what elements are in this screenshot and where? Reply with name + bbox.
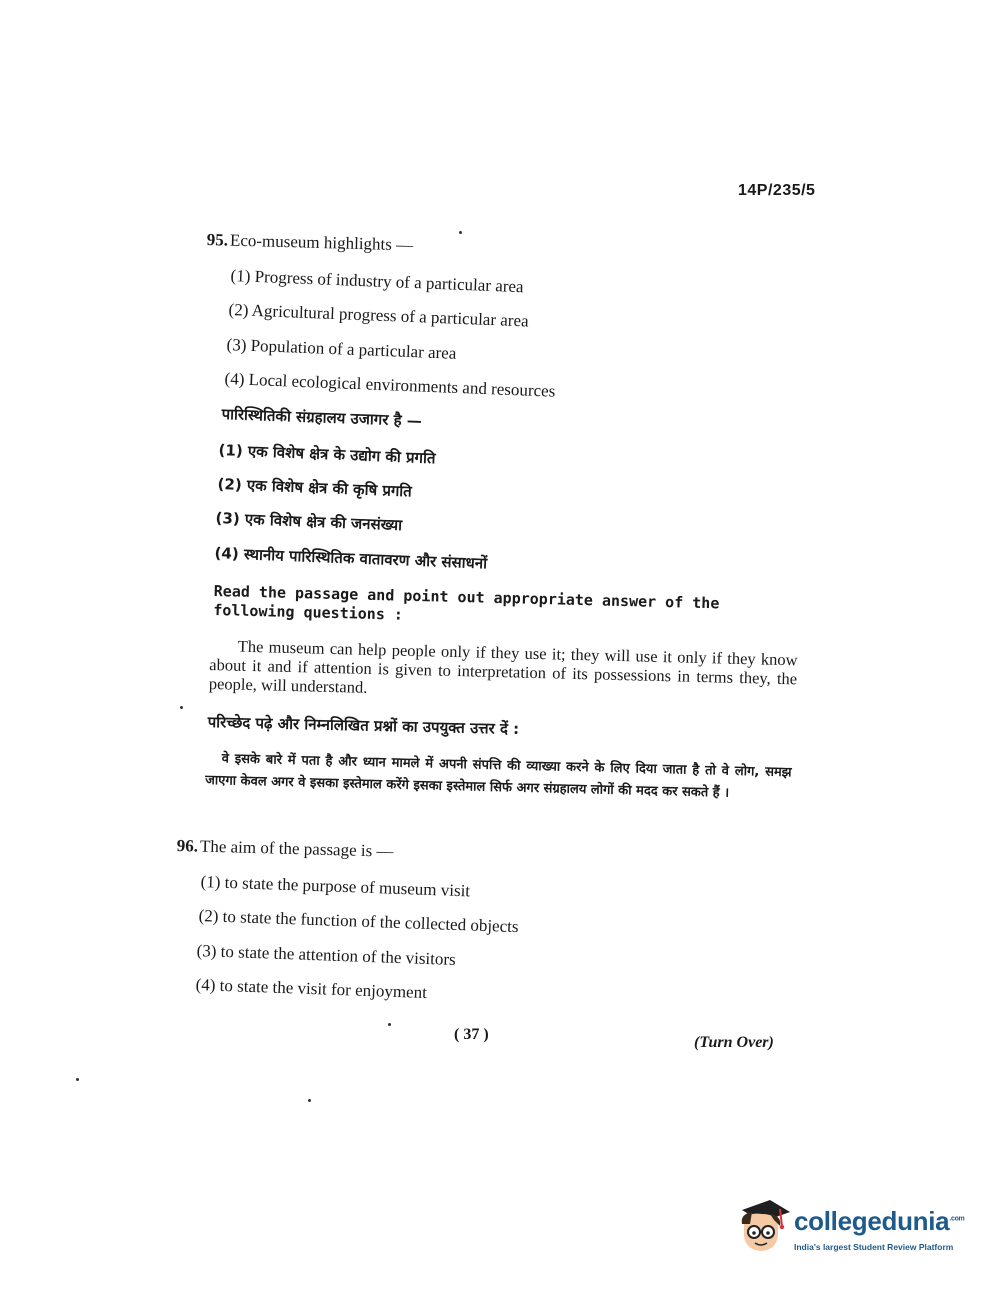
question-95 (206, 230, 413, 255)
q95-option-1-hindi: (1) एक विशेष क्षेत्र के उद्योग की प्रगति (218, 440, 436, 468)
question-text: The aim of the passage is — (199, 836, 394, 861)
scan-speck (308, 1099, 311, 1102)
collegedunia-logo (736, 1196, 966, 1266)
student-mascot-icon (736, 1196, 792, 1258)
passage-text-hindi: वे इसके बारे में पता है और ध्यान मामले में अपनी संपत्ति की व्याख्या करने के लिए दिया जाता है तो वे लोग, समझ जाएगा केवल अगर वे इसका इस्तेमाल करेंगे इसका इस्तेमाल सिर्फ अगर संग्रहालय लोगों की मदद कर सकते हैं । (205, 751, 792, 801)
page-number: ( 37 ) (454, 1026, 489, 1043)
scan-speck (76, 1078, 79, 1081)
scan-speck (180, 706, 183, 709)
q95-option-3-hindi: (3) एक विशेष क्षेत्र की जनसंख्या (215, 508, 403, 535)
logo-tagline: India's largest Student Review Platform (794, 1242, 954, 1252)
q96-option-4: (4) to state the visit for enjoyment (195, 975, 428, 1003)
q95-option-4: (4) Local ecological environments and resources (224, 369, 556, 401)
q95-option-3: (3) Population of a particular area (226, 335, 457, 363)
logo-wordmark: collegedunia$^{.com}$ (794, 1206, 965, 1236)
question-text: Eco-museum highlights — (229, 230, 414, 255)
paper-code: 14P/235/5 (738, 182, 816, 199)
question-number: 96. (176, 836, 199, 856)
q95-option-1: (1) Progress of industry of a particular area (230, 266, 524, 297)
q95-option-4-hindi: (4) स्थानीय पारिस्थितिक वातावरण और संसाधनों (214, 543, 488, 573)
q95-option-2: (2) Agricultural progress of a particular area (228, 300, 529, 331)
turn-over-note: (Turn Over) (694, 1034, 774, 1051)
question-96 (176, 836, 393, 862)
scan-speck (388, 1023, 391, 1026)
passage-instruction-hindi: परिच्छेद पढ़े और निम्नलिखित प्रश्नों का उपयुक्त उत्तर दें : (207, 712, 520, 739)
passage-text: The museum can help people only if they use it; they will use it only if they know about it and if attention is given to interpretation of its possessions in terms they, the people, will understand. (208, 636, 798, 697)
q96-option-2: (2) to state the function of the collected objects (198, 906, 519, 937)
q96-option-3: (3) to state the attention of the visitors (196, 941, 457, 970)
q95-question-hindi: पारिस्थितिकी संग्रहालय उजागर है — (221, 404, 423, 430)
passage-instruction: Read the passage and point out appropriate answer of the following questions : (213, 582, 720, 624)
question-number: 95. (206, 230, 229, 250)
q95-option-2-hindi: (2) एक विशेष क्षेत्र की कृषि प्रगति (217, 474, 413, 501)
q96-option-1: (1) to state the purpose of museum visit (200, 872, 471, 901)
scan-speck (459, 231, 462, 234)
